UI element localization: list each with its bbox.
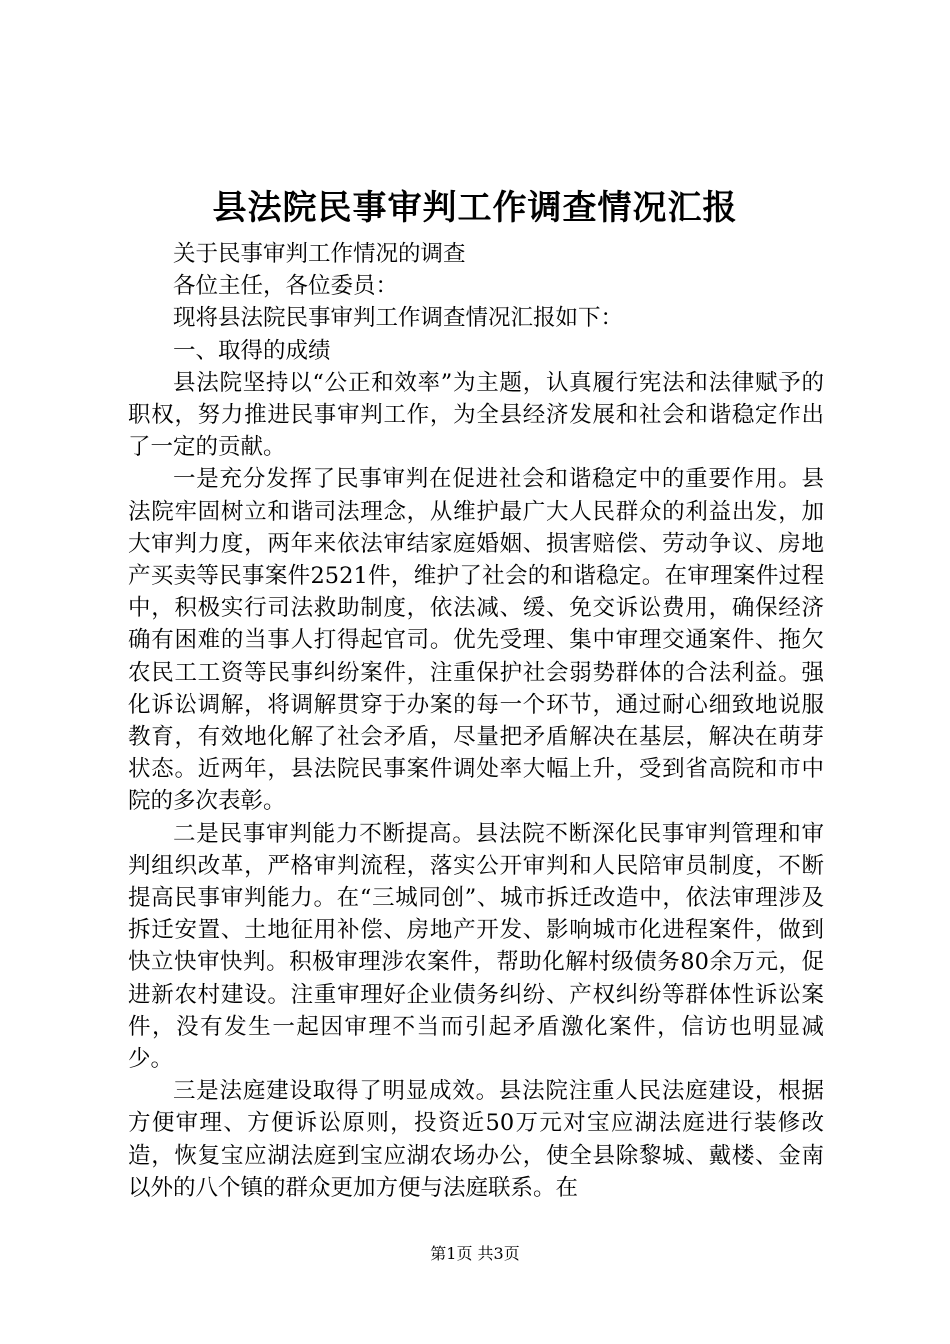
paragraph-summary: 县法院坚持以“公正和效率”为主题，认真履行宪法和法律赋予的职权，努力推进民事审判工作，为全县经济发展和社会和谐稳定作出了一定的贡献。: [128, 369, 824, 461]
paragraph-subtitle: 关于民事审判工作情况的调查: [173, 241, 466, 267]
paragraph-point-three: 三是法庭建设取得了明显成效。县法院注重人民法庭建设，根据方便审理、方便诉讼原则，投资近50万元对宝应湖法庭进行装修改造，恢复宝应湖法庭到宝应湖农场办公，使全县除黎城、戴楼、金南以外的八个镇的群众更加方便与法庭联系。在: [128, 1078, 824, 1201]
section-heading: 一、取得的成绩: [173, 337, 331, 364]
paragraph-salutation: 各位主任，各位委员：: [173, 273, 399, 300]
paragraph-point-two: 二是民事审判能力不断提高。县法院不断深化民事审判管理和审判组织改革，严格审判流程，落实公开审判和人民陪审员制度，不断提高民事审判能力。在“三城同创”、城市拆迁改造中，依法审理涉及拆迁安置、土地征用补偿、房地产开发、影响城市化进程案件，做到快立快审快判。积极审理涉农案件，帮助化解村级债务80余万元，促进新农村建设。注重审理好企业债务纠纷、产权纠纷等群体性诉讼案件，没有发生一起因审理不当而引起矛盾激化案件，信访也明显减少。: [128, 820, 824, 1073]
paragraph-intro: 现将县法院民事审判工作调查情况汇报如下：: [173, 305, 624, 332]
page-footer: 第1页 共3页: [430, 1244, 520, 1263]
document-title: 县法院民事审判工作调查情况汇报: [212, 188, 738, 228]
document-body: [128, 238, 824, 1204]
paragraph-point-one: 一是充分发挥了民事审判在促进社会和谐稳定中的重要作用。县法院牢固树立和谐司法理念，从维护最广大人民群众的利益出发，加大审判力度，两年来依法审结家庭婚姻、损害赔偿、劳动争议、房地产买卖等民事案件2521件，维护了社会的和谐稳定。在审理案件过程中，积极实行司法救助制度，依法减、缓、免交诉讼费用，确保经济确有困难的当事人打得起官司。优先受理、集中审理交通案件、拖欠农民工工资等民事纠纷案件，注重保护社会弱势群体的合法利益。强化诉讼调解，将调解贯穿于办案的每一个环节，通过耐心细致地说服教育，有效地化解了社会矛盾，尽量把矛盾解决在基层，解决在萌芽状态。近两年，县法院民事案件调处率大幅上升，受到省高院和市中院的多次表彰。: [128, 466, 824, 815]
